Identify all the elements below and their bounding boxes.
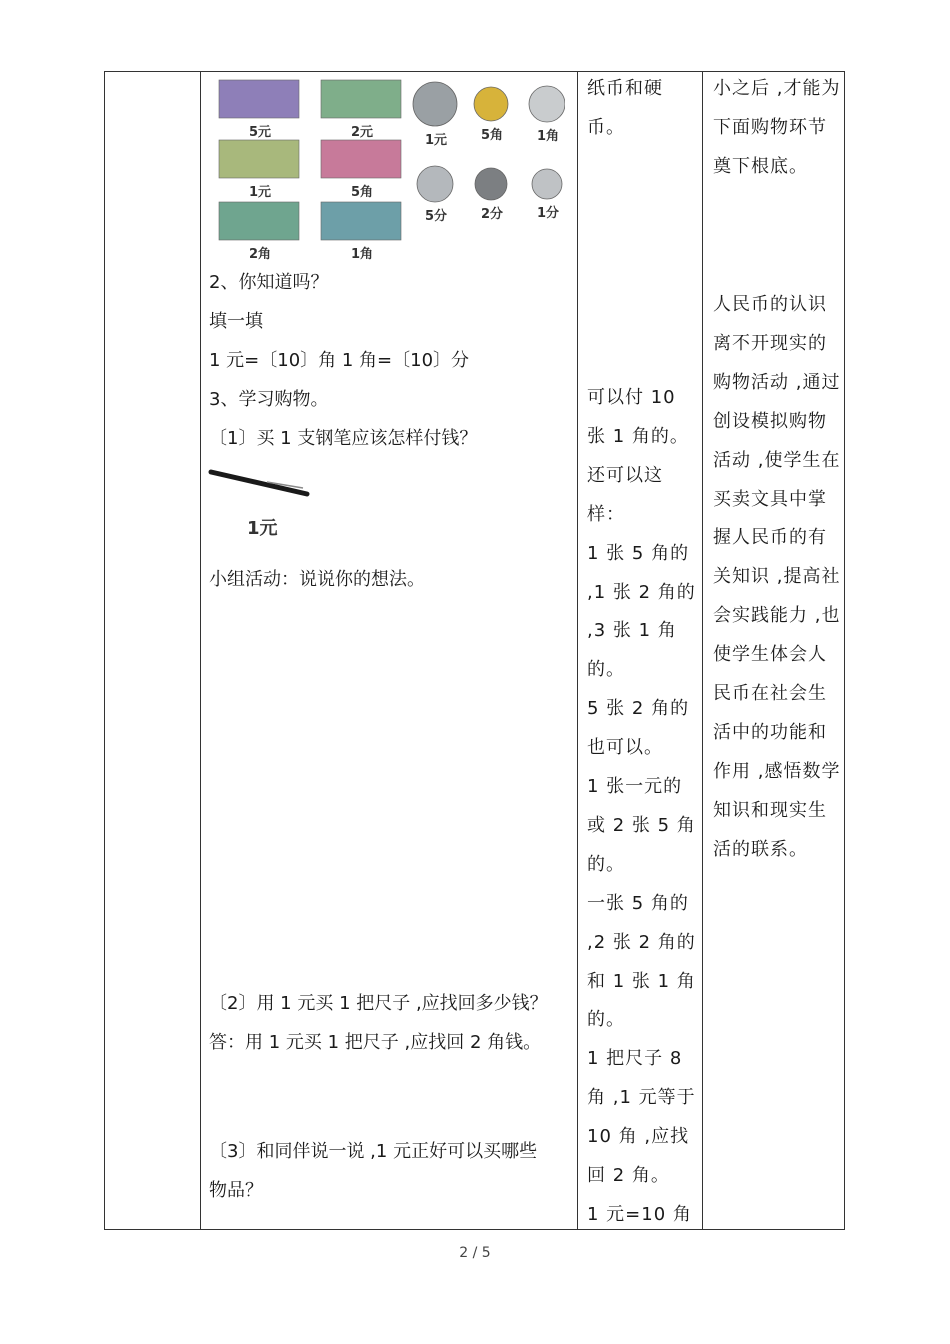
banknote-icon [219,202,299,240]
design-intent-column [703,72,846,1229]
item-3-heading: 3、学习购物。 [209,389,329,410]
coin-label: 1元 [425,133,448,148]
column-text-line: 也可以。 [587,737,663,759]
column-text-line: 1 元=10 角 [587,1203,692,1225]
column-text-line: 或 2 张 5 角 [587,814,696,836]
column-text-line: 会实践能力 ,也 [713,605,841,627]
column-text-line: 的。 [587,1009,625,1031]
banknote-icon [219,140,299,178]
banknote-label: 2角 [249,247,272,262]
column-text-line: 作用 ,感悟数学 [713,760,841,782]
column-text-line: 知识和现实生 [713,799,827,821]
banknote-icon [321,202,401,240]
banknote-label: 5角 [351,185,374,200]
column-text-line: 1 把尺子 8 [587,1048,683,1070]
item-2-heading: 2、你知道吗？ [209,272,329,293]
lesson-table [104,71,845,1230]
pen-price-label: 1元 [247,518,278,539]
banknote-label: 5元 [249,125,272,140]
banknote-label: 2元 [351,125,374,140]
question-1: 〔1〕买 1 支钢笔应该怎样付钱？ [209,428,478,449]
column-text-line: 奠下根底。 [713,155,808,177]
answer-2: 答：用 1 元买 1 把尺子 ,应找回 2 角钱。 [209,1032,542,1053]
column-text-line: 使学生体会人 [713,644,827,666]
column-text-line: 币。 [587,116,625,138]
column-text-line: 下面购物环节 [713,116,827,138]
pen-body-icon [211,472,307,494]
column-text-line: 样： [587,503,625,525]
column-text-line: 活中的功能和 [713,721,827,743]
column-text-line: ,3 张 1 角 [587,620,677,642]
column-text-line: 离不开现实的 [713,332,827,354]
coin-label: 1角 [537,129,560,144]
column-text-line: 1 张 5 角的 [587,542,690,564]
banknote-icon [321,80,401,118]
column-text-line: 1 张一元的 [587,776,683,797]
column-text-line: 还可以这 [587,464,663,486]
coin-icon [474,87,508,121]
question-3-line-2: 物品？ [209,1180,263,1201]
column-text-line: ,2 张 2 角的 [587,931,696,953]
column-text-line: 5 张 2 角的 [587,698,690,720]
student-activity-column [578,72,702,1229]
coin-icon [413,82,457,126]
coin-label: 1分 [537,206,560,221]
coin-icon [532,169,562,199]
coin-label: 5分 [425,209,448,224]
teaching-process-column [201,72,577,1229]
column-text-line: 关知识 ,提高社 [713,566,841,588]
rmb-currency-image [213,74,565,266]
coin-label: 2分 [481,207,504,222]
column-text-line: 10 角 ,应找 [587,1126,690,1148]
question-3-line-1: 〔3〕和同伴说一说 ,1 元正好可以买哪些 [209,1141,538,1162]
column-text-line: 一张 5 角的 [587,892,689,914]
question-2: 〔2〕用 1 元买 1 把尺子 ,应找回多少钱？ [209,993,548,1014]
fill-title: 填一填 [209,311,263,332]
banknote-icon [321,140,401,178]
column-text-line: 张 1 角的。 [587,425,689,447]
column-text-line: 的。 [587,853,625,875]
column-text-line: ,1 张 2 角的 [587,581,696,603]
column-text-line: 创设模拟购物 [713,410,827,432]
page-number: 2 / 5 [459,1245,491,1261]
column-text-line: 买卖文具中掌 [713,488,827,510]
column-text-line: 民币在社会生 [713,683,827,704]
column-text-line: 的。 [587,659,625,681]
column-text-line: 购物活动 ,通过 [713,371,841,393]
column-text-line: 和 1 张 1 角 [587,970,696,992]
column-text-line: 握人民币的有 [713,527,827,549]
column-text-line: 活的联系。 [713,838,808,860]
coin-icon [475,168,507,200]
conversion-equation: 1 元=〔10〕角 1 角=〔10〕分 [209,350,470,371]
pen-image [207,468,319,546]
column-text-line: 可以付 10 [587,387,676,408]
coin-icon [417,166,453,202]
coin-label: 5角 [481,128,504,143]
banknote-icon [219,80,299,118]
group-activity: 小组活动：说说你的想法。 [209,569,425,590]
column-text-line: 活动 ,使学生在 [713,449,841,471]
coin-icon [529,86,565,122]
banknote-label: 1角 [351,247,374,262]
banknote-label: 1元 [249,185,272,200]
column-text-line: 小之后 ,才能为 [713,78,841,99]
column-text-line: 回 2 角。 [587,1165,670,1186]
column-text-line: 人民币的认识 [713,294,827,315]
column-text-line: 角 ,1 元等于 [587,1087,696,1109]
column-text-line: 纸币和硬 [587,78,663,99]
